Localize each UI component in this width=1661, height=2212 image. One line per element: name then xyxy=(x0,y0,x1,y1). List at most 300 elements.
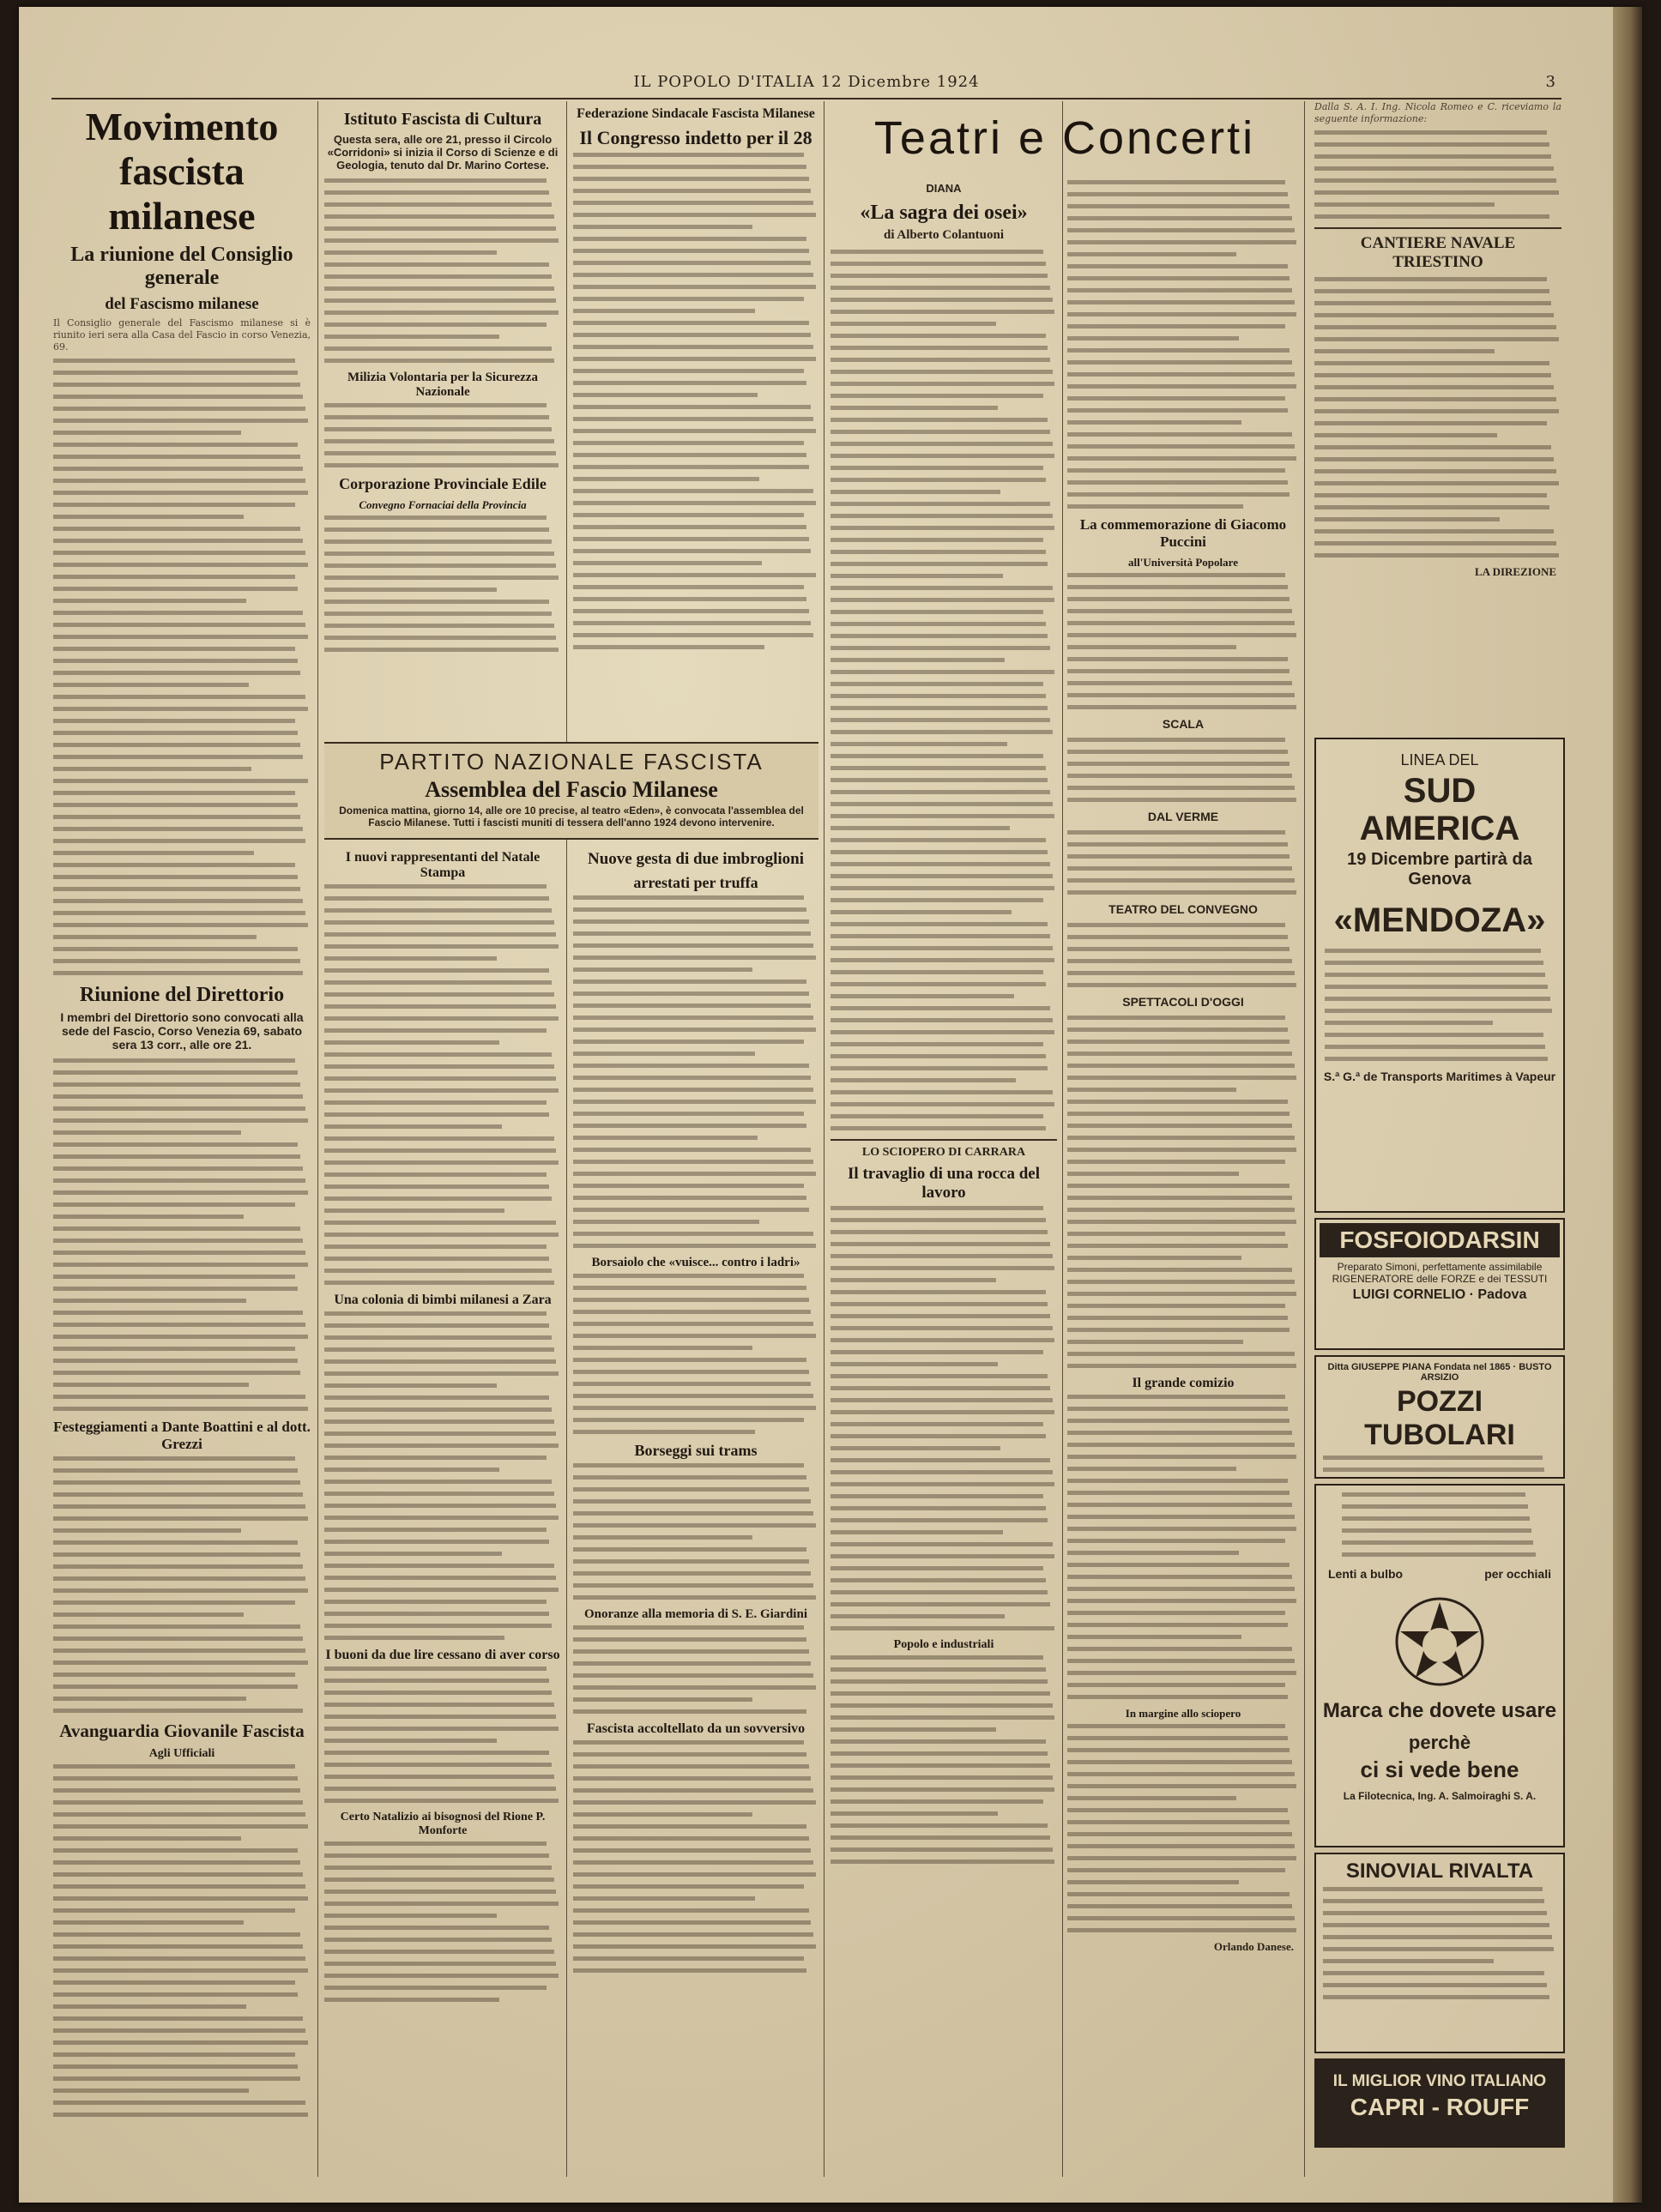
text-line xyxy=(53,803,298,807)
text-line xyxy=(573,453,806,457)
text-line xyxy=(1314,154,1551,159)
text-line xyxy=(573,1625,804,1630)
text-line xyxy=(1067,372,1295,377)
text-line xyxy=(53,1800,303,1805)
text-line xyxy=(53,1836,241,1841)
text-line xyxy=(1067,348,1290,353)
text-line xyxy=(53,2052,295,2057)
text-line xyxy=(573,919,809,924)
text-line xyxy=(324,238,559,243)
text-line xyxy=(573,1908,809,1913)
text-line xyxy=(53,1528,241,1533)
text-line xyxy=(830,1667,1046,1672)
text-line xyxy=(1067,1820,1290,1824)
text-line xyxy=(324,1245,547,1249)
text-line xyxy=(1323,1911,1547,1915)
article-title: Istituto Fascista di Cultura xyxy=(343,110,542,129)
text-line xyxy=(324,427,552,431)
ad-line: LINEA DEL xyxy=(1400,751,1479,768)
text-line xyxy=(830,1823,1048,1828)
text-line xyxy=(53,767,251,771)
text-line xyxy=(324,527,549,532)
text-line xyxy=(573,1764,809,1769)
text-line xyxy=(830,1338,1054,1342)
text-line xyxy=(830,718,1050,722)
column-crime-news xyxy=(573,845,818,2174)
text-line xyxy=(573,525,806,529)
text-line xyxy=(53,1944,303,1949)
ad-lenti-salmoiraghi xyxy=(1314,1484,1565,1847)
article-body xyxy=(324,1841,561,2002)
text-line xyxy=(324,1504,556,1508)
text-line xyxy=(830,1066,1048,1070)
text-line xyxy=(573,1583,813,1588)
text-line xyxy=(830,958,1054,962)
text-line xyxy=(830,1751,1048,1756)
text-line xyxy=(1067,1160,1285,1164)
text-line xyxy=(830,790,1050,794)
text-line xyxy=(573,489,813,493)
text-line xyxy=(324,896,549,901)
text-line xyxy=(830,706,1048,710)
text-line xyxy=(53,707,308,711)
text-line xyxy=(1323,1983,1547,1987)
ad-date: 19 Dicembre partirà da Genova xyxy=(1347,850,1532,889)
text-line xyxy=(1067,1016,1285,1020)
text-line xyxy=(1067,1232,1285,1236)
text-line xyxy=(53,1824,308,1829)
text-line xyxy=(830,538,1043,542)
text-line xyxy=(830,274,1048,278)
text-line xyxy=(830,1042,1043,1046)
text-line xyxy=(53,755,303,759)
text-line xyxy=(1067,621,1295,625)
text-line xyxy=(573,1004,811,1008)
text-line xyxy=(573,513,804,517)
text-line xyxy=(830,1703,1053,1708)
text-line xyxy=(1325,997,1550,1001)
text-line xyxy=(573,261,811,265)
text-line xyxy=(1314,349,1495,353)
text-line xyxy=(830,670,1054,674)
text-line xyxy=(53,1142,298,1147)
text-line xyxy=(1067,798,1296,802)
text-line xyxy=(1323,1887,1543,1891)
text-line xyxy=(53,1347,295,1351)
text-line xyxy=(1067,705,1296,709)
text-line xyxy=(1067,1088,1236,1092)
text-line xyxy=(53,1685,298,1689)
text-line xyxy=(1067,774,1292,778)
text-line xyxy=(1314,373,1551,377)
text-line xyxy=(1067,1611,1285,1615)
text-line xyxy=(573,345,813,349)
text-line xyxy=(53,1094,303,1099)
text-line xyxy=(324,1184,549,1189)
article-body xyxy=(1314,130,1561,219)
text-line xyxy=(53,551,305,555)
article-title: Corporazione Provinciale Edile xyxy=(339,475,547,492)
text-line xyxy=(830,946,1053,950)
text-line xyxy=(1067,983,1296,987)
text-line xyxy=(1067,1028,1288,1032)
ad-body xyxy=(1323,1456,1556,1479)
text-line xyxy=(53,2100,305,2105)
text-line xyxy=(324,1040,499,1045)
text-line xyxy=(1067,1904,1292,1908)
text-line xyxy=(830,874,1053,878)
text-line xyxy=(324,564,556,568)
text-line xyxy=(53,1552,300,1557)
text-line xyxy=(573,1637,806,1642)
text-line xyxy=(573,201,813,205)
text-line xyxy=(1067,1479,1288,1483)
article-subtitle: Convegno Fornaciai della Provincia xyxy=(359,498,527,511)
text-line xyxy=(1314,214,1549,219)
text-line xyxy=(53,1673,295,1677)
text-line xyxy=(324,1914,497,1918)
ad-maker: LUIGI CORNELIO · Padova xyxy=(1352,1287,1527,1302)
text-line xyxy=(53,683,249,687)
text-line xyxy=(573,633,813,637)
text-line xyxy=(53,1239,303,1243)
text-line xyxy=(1067,923,1285,927)
text-line xyxy=(573,1752,806,1757)
text-line xyxy=(1067,1136,1295,1140)
text-line xyxy=(830,514,1053,518)
text-line xyxy=(1067,1407,1288,1411)
text-line xyxy=(1067,1040,1290,1044)
text-line xyxy=(1067,1431,1292,1435)
ad-pozzi-tubolari xyxy=(1314,1355,1565,1479)
text-line xyxy=(324,1052,552,1057)
text-line xyxy=(53,1263,308,1267)
text-line xyxy=(1314,361,1549,365)
text-line xyxy=(1067,693,1295,697)
text-line xyxy=(573,429,816,433)
text-line xyxy=(324,439,554,443)
text-line xyxy=(53,875,298,879)
text-line xyxy=(1067,396,1285,401)
ad-sinovial-rivalta xyxy=(1314,1853,1565,2053)
text-line xyxy=(1314,553,1559,558)
text-line xyxy=(573,501,816,505)
text-line xyxy=(324,1100,547,1105)
text-line xyxy=(830,1679,1048,1684)
text-line xyxy=(324,1775,554,1779)
article-body xyxy=(53,1456,311,1713)
text-line xyxy=(830,994,1014,998)
text-line xyxy=(53,1299,246,1303)
text-line xyxy=(1323,1971,1544,1975)
text-line xyxy=(53,1311,303,1315)
text-line xyxy=(53,431,241,435)
text-line xyxy=(324,944,559,949)
text-line xyxy=(1067,288,1292,292)
ad-title: IL MIGLIOR VINO ITALIANO xyxy=(1332,2072,1547,2090)
text-line xyxy=(324,1703,554,1707)
text-line xyxy=(1067,830,1285,835)
article-title: Il travaglio di una rocca del lavoro xyxy=(848,1165,1040,1202)
text-line xyxy=(1314,325,1556,329)
text-line xyxy=(1323,1947,1554,1951)
text-line xyxy=(53,959,300,963)
text-line xyxy=(53,659,298,663)
text-line xyxy=(324,1636,504,1640)
text-line xyxy=(573,213,816,217)
text-line xyxy=(324,1148,556,1153)
text-line xyxy=(53,1287,298,1291)
banner-deck: Domenica mattina, giorno 14, alle ore 10 precise, al teatro «Eden», è convocata l'assemblea del Fascio Milanese. Tutti i fascisti muniti di tessera dell'anno 1924 devono intervenire. xyxy=(339,805,804,829)
text-line xyxy=(573,1559,809,1564)
text-line xyxy=(573,931,811,936)
text-line xyxy=(1067,240,1296,244)
text-line xyxy=(830,646,1050,650)
ad-left-label: Lenti a bulbo xyxy=(1328,1567,1404,1581)
article-body xyxy=(324,884,561,1285)
ad-region: SUD AMERICA xyxy=(1359,772,1520,847)
text-line xyxy=(324,415,549,419)
text-line xyxy=(53,839,305,843)
text-line xyxy=(1067,1880,1239,1884)
text-line xyxy=(324,1841,547,1846)
text-line xyxy=(1314,166,1554,171)
article-body xyxy=(1067,738,1299,802)
text-line xyxy=(53,695,305,699)
text-line xyxy=(324,1335,552,1340)
text-line xyxy=(1067,1443,1295,1447)
article-lead: Il Consiglio generale del Fascismo milanese si è riunito ieri sera alla Casa del Fascio in corso Venezia, 69. xyxy=(53,317,311,353)
text-line xyxy=(1067,1575,1292,1579)
text-line xyxy=(324,1407,552,1412)
text-line xyxy=(324,1444,559,1448)
text-line xyxy=(1067,1340,1243,1344)
text-line xyxy=(1067,312,1296,316)
text-line xyxy=(53,1697,246,1701)
text-line xyxy=(1067,1100,1288,1104)
article-body xyxy=(1067,1016,1299,1368)
section-label-convegno: TEATRO DEL CONVEGNO xyxy=(1108,902,1258,916)
text-line xyxy=(324,1540,549,1544)
text-line xyxy=(1067,1635,1241,1639)
text-line xyxy=(573,585,804,589)
text-line xyxy=(324,1516,559,1520)
text-line xyxy=(53,1323,305,1327)
text-line xyxy=(324,262,549,267)
text-line xyxy=(53,1130,241,1135)
text-line xyxy=(1314,457,1554,461)
column-theatre-right xyxy=(1067,180,1299,2170)
text-line xyxy=(830,898,1043,902)
text-line xyxy=(830,310,1054,314)
text-line xyxy=(53,1968,308,1973)
text-line xyxy=(53,863,295,867)
text-line xyxy=(830,1655,1043,1660)
text-line xyxy=(324,624,554,628)
text-line xyxy=(53,1275,295,1279)
text-line xyxy=(1067,890,1296,895)
text-line xyxy=(1067,738,1285,742)
text-line xyxy=(1067,1736,1288,1740)
text-line xyxy=(830,886,1054,890)
text-line xyxy=(1067,1659,1295,1663)
text-line xyxy=(573,1968,806,1973)
text-line xyxy=(53,1956,305,1961)
text-line xyxy=(53,1661,308,1665)
text-line xyxy=(830,1506,1046,1510)
text-line xyxy=(53,503,295,507)
text-line xyxy=(573,1334,816,1338)
text-line xyxy=(830,1326,1053,1330)
text-line xyxy=(324,1691,552,1695)
text-line xyxy=(53,671,300,675)
article-body xyxy=(1314,277,1561,558)
text-line xyxy=(573,1709,806,1714)
text-line xyxy=(1067,1748,1290,1752)
article-title: Il Congresso indetto per il 28 xyxy=(579,127,812,148)
text-line xyxy=(830,622,1046,626)
text-line xyxy=(53,2113,308,2117)
text-line xyxy=(1067,1551,1239,1555)
text-line xyxy=(830,850,1048,854)
text-line xyxy=(1067,1695,1288,1699)
text-line xyxy=(1067,1316,1288,1320)
text-line xyxy=(1314,313,1554,317)
article-title: Onoranze alla memoria di S. E. Giardini xyxy=(583,1607,807,1621)
text-line xyxy=(1067,1683,1285,1687)
text-line xyxy=(1067,1148,1296,1152)
text-line xyxy=(830,322,996,326)
text-line xyxy=(830,1715,1054,1720)
text-line xyxy=(1067,432,1292,437)
text-line xyxy=(324,884,547,889)
text-line xyxy=(324,1624,552,1628)
text-line xyxy=(830,1398,1053,1402)
text-line xyxy=(324,1600,547,1604)
text-line xyxy=(573,1016,813,1020)
text-line xyxy=(1342,1540,1533,1545)
text-line xyxy=(573,165,806,169)
text-line xyxy=(830,766,1046,770)
text-line xyxy=(1314,277,1547,281)
text-line xyxy=(53,731,298,735)
article-body xyxy=(573,153,818,649)
text-line xyxy=(53,1214,244,1219)
text-line xyxy=(573,1136,758,1140)
text-line xyxy=(830,1230,1048,1234)
text-line xyxy=(324,1576,556,1580)
text-line xyxy=(830,982,1046,986)
text-line xyxy=(324,1667,547,1671)
text-line xyxy=(53,359,295,363)
section-masthead: Teatri e Concerti xyxy=(873,112,1256,164)
text-line xyxy=(830,346,1048,350)
text-line xyxy=(1067,336,1239,341)
text-line xyxy=(53,1154,300,1159)
text-line xyxy=(830,1859,1054,1864)
text-line xyxy=(53,743,300,747)
text-line xyxy=(1067,609,1292,613)
text-line xyxy=(324,298,556,303)
text-line xyxy=(53,1082,300,1087)
column-culture xyxy=(324,101,561,736)
text-line xyxy=(1314,409,1559,413)
text-line xyxy=(53,1764,295,1769)
text-line xyxy=(324,1890,556,1894)
text-line xyxy=(830,298,1053,302)
text-line xyxy=(573,1740,804,1745)
text-line xyxy=(53,1648,305,1653)
text-line xyxy=(1067,276,1290,280)
text-line xyxy=(573,609,809,613)
text-line xyxy=(324,1799,559,1803)
text-line xyxy=(573,1824,806,1829)
article-subtitle: Agli Ufficiali xyxy=(148,1747,215,1760)
text-line xyxy=(1067,842,1288,847)
text-line xyxy=(830,1278,996,1282)
text-line xyxy=(324,1311,547,1316)
text-line xyxy=(830,754,1043,758)
text-line xyxy=(573,1160,813,1164)
text-line xyxy=(1067,192,1288,196)
text-line xyxy=(830,550,1046,554)
text-line xyxy=(1067,645,1236,649)
text-line xyxy=(573,1298,809,1302)
article-title: Borsaiolo che «vuisce... contro i ladri» xyxy=(591,1256,800,1269)
text-line xyxy=(1067,1268,1292,1272)
text-line xyxy=(53,791,295,795)
text-line xyxy=(573,1788,813,1793)
text-line xyxy=(573,1475,806,1480)
text-line xyxy=(830,382,1054,386)
text-line xyxy=(573,381,806,385)
text-line xyxy=(830,1446,1000,1450)
text-line xyxy=(53,1932,300,1937)
text-line xyxy=(324,226,556,231)
article-body xyxy=(324,178,561,363)
text-line xyxy=(573,297,804,301)
text-line xyxy=(53,563,308,567)
text-line xyxy=(1067,1527,1296,1531)
text-line xyxy=(573,177,809,181)
text-line xyxy=(830,1290,1046,1294)
text-line xyxy=(573,1956,804,1961)
text-line xyxy=(830,1811,998,1816)
text-line xyxy=(1067,456,1296,461)
text-line xyxy=(324,202,552,207)
article-body xyxy=(53,1058,311,1411)
article-title: La riunione del Consiglio generale xyxy=(70,244,293,289)
ad-sud-america xyxy=(1314,738,1565,1213)
text-line xyxy=(53,779,308,783)
text-line xyxy=(573,907,806,912)
text-line xyxy=(53,2064,298,2069)
text-line xyxy=(830,838,1046,842)
text-line xyxy=(573,441,804,445)
text-line xyxy=(324,648,559,652)
text-line xyxy=(573,309,755,313)
text-line xyxy=(1314,481,1559,485)
text-line xyxy=(830,1518,1048,1522)
text-line xyxy=(53,899,303,903)
section-label-dal-verme: DAL VERME xyxy=(1147,810,1219,823)
text-line xyxy=(1314,433,1497,437)
text-line xyxy=(324,992,554,997)
text-line xyxy=(830,1090,1053,1094)
text-line xyxy=(1325,1021,1493,1025)
article-body xyxy=(573,1274,818,1434)
text-line xyxy=(1067,468,1285,473)
